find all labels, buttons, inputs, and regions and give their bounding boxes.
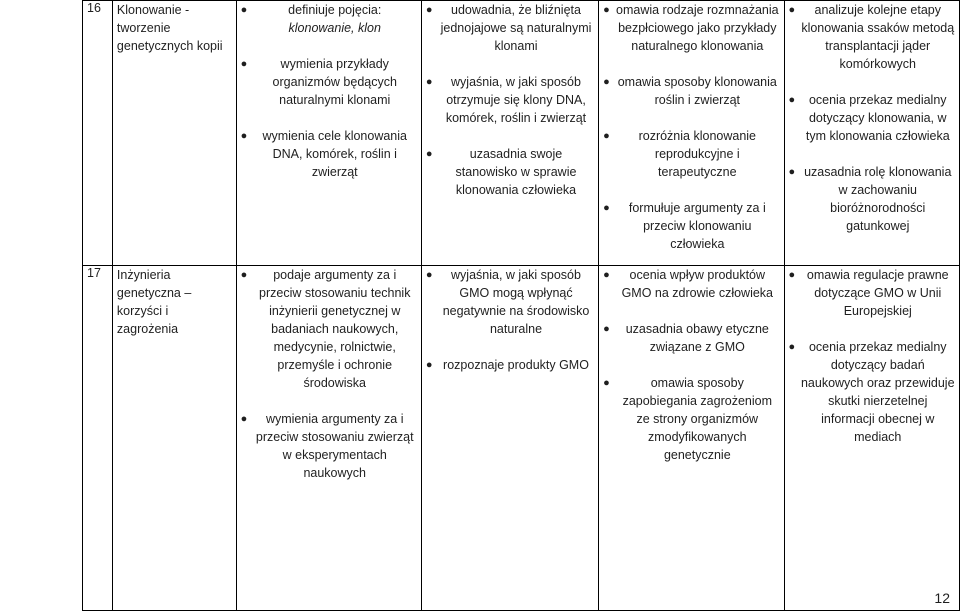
page-number: 12	[934, 590, 950, 606]
requirement-item	[426, 1, 594, 55]
bullet-icon: ●	[788, 94, 796, 106]
requirement-text	[253, 1, 417, 37]
requirement-item	[603, 73, 779, 109]
requirement-text	[801, 338, 956, 446]
requirement-text	[438, 145, 594, 199]
requirements-cell	[599, 266, 784, 611]
requirement-item	[426, 356, 594, 374]
bullet-icon: ●	[788, 4, 796, 16]
topic-line: tworzenie	[116, 21, 171, 35]
requirement-item	[789, 266, 956, 320]
requirement-text	[253, 55, 417, 109]
requirements-cell	[784, 266, 960, 611]
requirement-prefix: definiuje pojęcia:	[288, 3, 382, 17]
requirement-text	[615, 199, 779, 253]
table-row	[83, 266, 960, 611]
lesson-topic	[112, 266, 236, 611]
topic-line: genetyczna –	[116, 286, 192, 300]
requirement-item	[789, 338, 956, 446]
bullet-icon: ●	[425, 76, 433, 88]
requirement-text	[438, 1, 594, 55]
requirement-text	[801, 91, 956, 145]
bullet-icon: ●	[603, 202, 610, 214]
requirement-body: uzasadnia rolę klonowania w zachowaniu bioróżnorodności gatunkowej	[804, 165, 952, 233]
requirement-text	[615, 73, 779, 109]
requirement-body: podaje argumenty za i przeciw stosowaniu technik inżynierii genetycznej w badaniach naukowych, medycynie, rolnictwie, przemyśle i ochronie środowiska	[259, 268, 411, 390]
requirement-body: omawia sposoby zapobiegania zagrożeniom ze strony organizmów zmodyfikowanych genetycznie	[622, 376, 772, 462]
requirement-body: klonowanie, klon	[288, 21, 381, 35]
bullet-icon: ●	[603, 323, 610, 335]
requirements-cell	[236, 266, 421, 611]
bullet-icon: ●	[788, 269, 796, 281]
requirement-body: rozróżnia klonowanie reprodukcyjne i terapeutyczne	[638, 129, 757, 179]
lesson-topic	[112, 1, 236, 266]
requirement-body: formułuje argumenty za i przeciw klonowaniu człowieka	[628, 201, 766, 251]
requirement-item	[789, 163, 956, 235]
requirement-item	[241, 55, 417, 109]
requirement-body: omawia regulacje prawne dotyczące GMO w Unii Europejskiej	[806, 268, 949, 318]
requirement-body: udowadnia, że bliźnięta jednojajowe są naturalnymi klonami	[440, 3, 592, 53]
requirement-body: wyjaśnia, w jaki sposób GMO mogą wpłynąć negatywnie na środowisko naturalne	[442, 268, 590, 336]
requirements-cell	[421, 1, 598, 266]
requirement-item	[426, 73, 594, 127]
bullet-icon: ●	[240, 130, 248, 142]
bullet-icon: ●	[788, 341, 796, 353]
bullet-icon: ●	[603, 269, 610, 281]
requirement-body: ocenia wpływ produktów GMO na zdrowie człowieka	[621, 268, 774, 300]
requirement-item	[603, 266, 779, 302]
requirement-body: wymienia argumenty za i przeciw stosowaniu zwierząt w eksperymentach naukowych	[255, 412, 414, 480]
requirement-text	[253, 127, 417, 181]
bullet-icon: ●	[788, 166, 796, 178]
bullet-icon: ●	[240, 4, 248, 16]
table-row	[83, 1, 960, 266]
requirement-item	[241, 1, 417, 37]
requirement-text	[615, 266, 779, 302]
requirement-text	[253, 410, 417, 482]
bullet-icon: ●	[603, 4, 610, 16]
requirement-body: omawia sposoby klonowania roślin i zwierząt	[617, 75, 777, 107]
requirement-item	[426, 266, 594, 338]
requirement-item	[603, 199, 779, 253]
requirement-body: uzasadnia swoje stanowisko w sprawie klonowania człowieka	[455, 147, 577, 197]
topic-line: Klonowanie -	[116, 3, 190, 17]
requirements-table	[82, 0, 960, 611]
requirement-item	[603, 127, 779, 181]
requirement-text	[615, 127, 779, 181]
requirement-item	[241, 127, 417, 181]
requirement-body: wymienia cele klonowania DNA, komórek, roślin i zwierząt	[262, 129, 407, 179]
requirement-item	[789, 1, 956, 73]
requirement-body: uzasadnia obawy etyczne związane z GMO	[625, 322, 769, 354]
requirement-item	[603, 320, 779, 356]
bullet-icon: ●	[240, 413, 248, 425]
requirement-text	[615, 374, 779, 464]
topic-line: zagrożenia	[116, 322, 179, 336]
bullet-icon: ●	[603, 76, 610, 88]
lesson-number: 17	[83, 266, 113, 611]
bullet-icon: ●	[240, 58, 248, 70]
requirement-text	[438, 266, 594, 338]
requirement-body: rozpoznaje produkty GMO	[443, 358, 589, 372]
requirement-body: analizuje kolejne etapy klonowania ssaków metodą transplantacji jąder komórkowych	[801, 3, 955, 71]
requirements-cell	[784, 1, 960, 266]
requirement-body: ocenia przekaz medialny dotyczący badań naukowych oraz przewiduje skutki nierzetelnej informacji obecnej w mediach	[800, 340, 955, 444]
requirement-item	[603, 374, 779, 464]
lesson-number: 16	[83, 1, 113, 266]
requirement-item	[426, 145, 594, 199]
bullet-icon: ●	[603, 377, 610, 389]
requirement-item	[241, 410, 417, 482]
requirement-text	[615, 320, 779, 356]
requirement-text	[438, 356, 594, 374]
requirement-text	[801, 163, 956, 235]
topic-line: korzyści i	[116, 304, 169, 318]
bullet-icon: ●	[240, 269, 248, 281]
requirement-text	[801, 266, 956, 320]
requirements-cell	[599, 1, 784, 266]
requirements-cell	[236, 1, 421, 266]
requirement-item	[789, 91, 956, 145]
requirement-body: wymienia przykłady organizmów będących naturalnymi klonami	[272, 57, 397, 107]
requirement-item	[241, 266, 417, 392]
bullet-icon: ●	[425, 4, 433, 16]
topic-line: Inżynieria	[116, 268, 171, 282]
requirement-text	[801, 1, 956, 73]
requirement-body: omawia rodzaje rozmnażania bezpłciowego jako przykłady naturalnego klonowania	[616, 3, 779, 53]
requirement-body: wyjaśnia, w jaki sposób otrzymuje się klony DNA, komórek, roślin i zwierząt	[445, 75, 587, 125]
requirement-text	[253, 266, 417, 392]
requirement-body: ocenia przekaz medialny dotyczący klonowania, w tym klonowania człowieka	[805, 93, 950, 143]
bullet-icon: ●	[603, 130, 610, 142]
requirement-item	[603, 1, 779, 55]
bullet-icon: ●	[425, 148, 433, 160]
bullet-icon: ●	[425, 359, 433, 371]
requirements-cell	[421, 266, 598, 611]
topic-line: genetycznych kopii	[116, 39, 223, 53]
requirement-text	[438, 73, 594, 127]
requirement-text	[615, 1, 779, 55]
bullet-icon: ●	[425, 269, 433, 281]
